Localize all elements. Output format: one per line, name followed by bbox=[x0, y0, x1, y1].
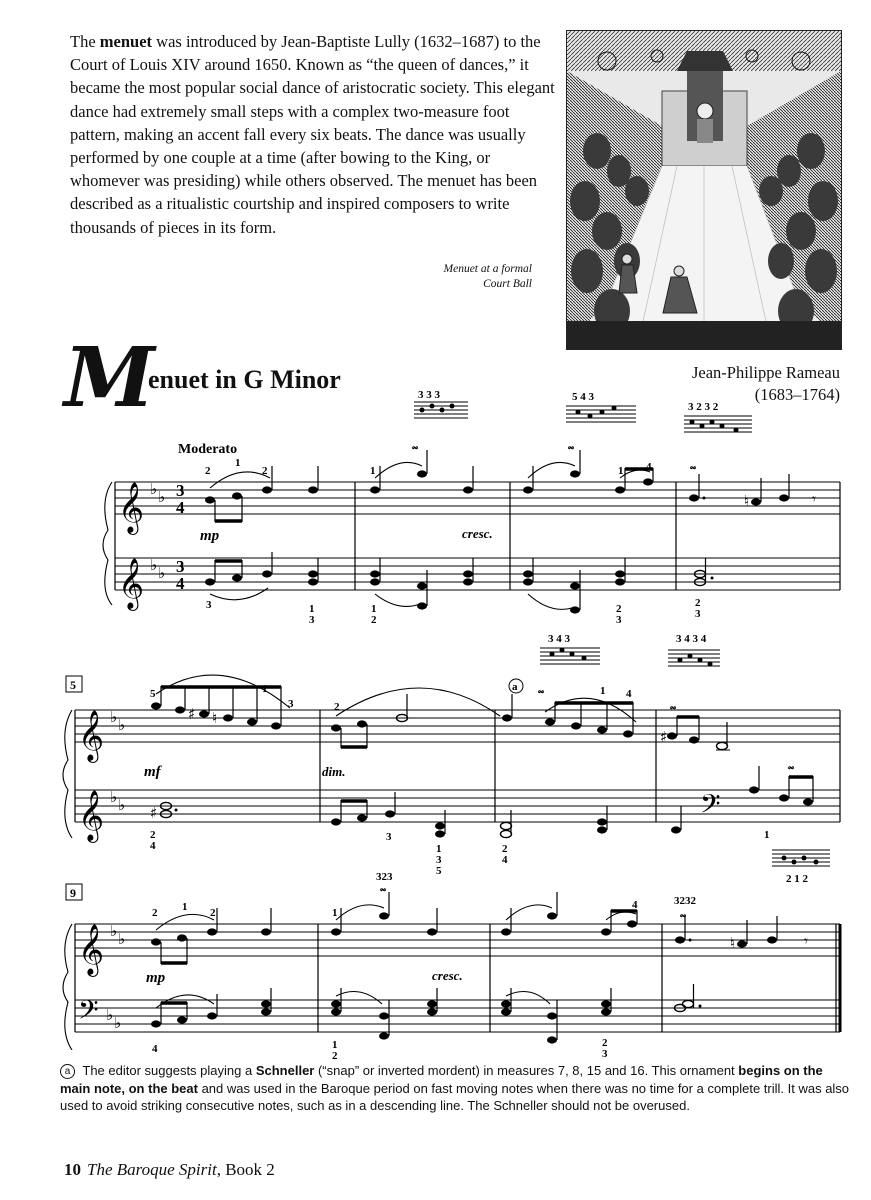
svg-text:𝄞: 𝄞 bbox=[78, 924, 105, 975]
svg-text:𝄞: 𝄞 bbox=[118, 558, 145, 609]
fingering: 3 bbox=[616, 614, 622, 626]
time-sig-bottom-bass: 4 bbox=[176, 574, 185, 593]
measure-number-5: 5 bbox=[70, 678, 76, 692]
fingering: 1 bbox=[371, 603, 377, 615]
fingering: 2 bbox=[371, 614, 377, 626]
svg-text:♯: ♯ bbox=[660, 728, 668, 746]
system-1-treble-staff bbox=[115, 482, 840, 514]
time-sig-bottom: 4 bbox=[176, 498, 185, 517]
intro-bold-term: menuet bbox=[99, 32, 153, 51]
svg-text:𝆗: 𝆗 bbox=[670, 701, 677, 713]
cresc-marking-2: cresc. bbox=[432, 968, 463, 983]
footnote-marker-a: a bbox=[512, 681, 518, 693]
ornament-inset-2 bbox=[566, 391, 636, 422]
caption-line-1: Menuet at a formal bbox=[443, 263, 532, 275]
dynamic-mf: mf bbox=[144, 764, 161, 780]
fingering: 2 bbox=[695, 597, 701, 609]
svg-text:𝄞: 𝄞 bbox=[78, 710, 105, 761]
system-1 bbox=[103, 389, 840, 626]
svg-text:𝆗: 𝆗 bbox=[380, 883, 387, 895]
ornament-inset-3 bbox=[684, 401, 752, 433]
svg-text:𝄾: 𝄾 bbox=[812, 490, 816, 508]
system-2-bass-staff bbox=[75, 790, 840, 822]
svg-text:𝄢: 𝄢 bbox=[700, 788, 721, 826]
fingering: 1 bbox=[235, 457, 241, 469]
fingering: 3 bbox=[695, 608, 701, 620]
svg-text:♭: ♭ bbox=[158, 564, 166, 582]
fingering: 2 bbox=[502, 843, 508, 855]
fingering: 4 bbox=[632, 899, 638, 911]
fingering: 2 bbox=[150, 829, 156, 841]
system-3-bass-staff bbox=[75, 1000, 840, 1032]
footnote-text-2: (“snap” or inverted mordent) in measures 7, 8, 15 and 16. This ornament bbox=[314, 1063, 739, 1078]
fingering: 2 1 2 bbox=[786, 873, 808, 885]
fingering: 4 bbox=[626, 688, 632, 700]
ornament-fingering: 323 bbox=[376, 871, 393, 883]
fingering: 1 bbox=[332, 1039, 338, 1051]
svg-text:♭: ♭ bbox=[150, 556, 158, 574]
fingering: 2 bbox=[334, 701, 340, 713]
time-sig-top-bass: 3 bbox=[176, 557, 185, 576]
composer-dates: (1683–1764) bbox=[754, 385, 840, 404]
svg-text:♭: ♭ bbox=[118, 930, 126, 948]
cresc-marking-1: cresc. bbox=[462, 526, 493, 541]
system-2 bbox=[63, 633, 840, 885]
svg-text:𝄞: 𝄞 bbox=[78, 790, 105, 841]
svg-text:𝆗: 𝆗 bbox=[788, 761, 795, 773]
title-initial: M bbox=[64, 330, 153, 426]
ornament-fingering: 3 3 3 bbox=[418, 389, 440, 401]
svg-text:𝆗: 𝆗 bbox=[690, 461, 697, 473]
fingering: 5 bbox=[436, 865, 442, 877]
fingering: 4 bbox=[150, 840, 156, 852]
time-sig-top: 3 bbox=[176, 481, 185, 500]
book-suffix: , Book 2 bbox=[216, 1160, 275, 1179]
svg-text:𝄢: 𝄢 bbox=[78, 994, 99, 1032]
fingering: 1 bbox=[309, 603, 315, 615]
fingering: 3 bbox=[602, 1048, 608, 1060]
fingering: 4 bbox=[152, 1043, 158, 1055]
fingering: 2 bbox=[205, 465, 211, 477]
ornament-inset-1 bbox=[414, 389, 468, 418]
composer-name: Jean-Philippe Rameau bbox=[691, 363, 840, 382]
ornament-inset-4 bbox=[540, 633, 600, 664]
svg-text:♮: ♮ bbox=[730, 934, 736, 952]
ornament-fingering: 3232 bbox=[674, 895, 696, 907]
ornament-fingering: 3 4 3 bbox=[548, 633, 570, 645]
editor-footnote bbox=[60, 1062, 850, 1115]
fingering: 3 bbox=[288, 698, 294, 710]
fingering: 2 bbox=[152, 907, 158, 919]
fingering: 1 bbox=[182, 901, 188, 913]
footnote-bold-2: begins on the main note, on the beat bbox=[60, 1063, 823, 1096]
fingering: 2 bbox=[602, 1037, 608, 1049]
svg-text:♭: ♭ bbox=[114, 1014, 122, 1032]
system-3-treble-staff bbox=[75, 924, 840, 956]
svg-text:♭: ♭ bbox=[106, 1006, 114, 1024]
fingering: 2 bbox=[332, 1050, 338, 1060]
footnote-text-3: and was used in the Baroque period on fast moving notes when there was no time for a complete trill. It was also used to avoid striking consecutive notes, such as in a descending line. The Schneller should not be overused. bbox=[60, 1080, 850, 1114]
svg-text:𝄞: 𝄞 bbox=[118, 482, 145, 533]
svg-text:𝆗: 𝆗 bbox=[538, 685, 545, 697]
tempo-marking: Moderato bbox=[178, 442, 238, 457]
footnote-text-1: The editor suggests playing a bbox=[79, 1063, 256, 1078]
svg-text:♭: ♭ bbox=[158, 488, 166, 506]
fingering: 1 bbox=[262, 683, 268, 695]
fingering: 1 bbox=[332, 907, 338, 919]
svg-text:♭: ♭ bbox=[110, 788, 118, 806]
title-rest: enuet in G Minor bbox=[148, 365, 341, 394]
fingering: 4 bbox=[502, 854, 508, 866]
fingering: 1 bbox=[370, 465, 376, 477]
svg-text:♭: ♭ bbox=[110, 922, 118, 940]
svg-text:𝄾: 𝄾 bbox=[804, 932, 808, 950]
system-1-bass-staff bbox=[115, 558, 840, 590]
svg-text:♯: ♯ bbox=[188, 705, 196, 723]
svg-text:♮: ♮ bbox=[744, 492, 750, 510]
svg-text:♯: ♯ bbox=[150, 804, 158, 822]
svg-text:𝆗: 𝆗 bbox=[412, 441, 419, 453]
intro-text-body: was introduced by Jean-Baptiste Lully (1632–1687) to the Court of Louis XIV around 1650. Known as “the queen of dances,” it became the most popular social dance of aristocratic society. This elegant dance had extremely small steps with a complex two-measure foot pattern, making an accent fall every six beats. The dance was usually performed by one couple at a time (after bowing to the King, or whomever was presiding) while others observed. The menuet has been described as a ritualistic courtship and inspired composers to write thousands of pieces in its form. bbox=[70, 32, 555, 237]
ornament-fingering: 3 4 3 4 bbox=[676, 633, 707, 645]
book-title: The Baroque Spirit bbox=[87, 1160, 217, 1179]
dim-marking: dim. bbox=[322, 764, 346, 779]
fingering: 1 bbox=[618, 465, 624, 477]
fingering: 3 bbox=[309, 614, 315, 626]
fingering: 3 bbox=[206, 599, 212, 611]
fingering: 5 bbox=[150, 688, 156, 700]
intro-text-start: The bbox=[70, 32, 100, 51]
page-footer bbox=[64, 1160, 275, 1180]
fingering: 1 bbox=[436, 843, 442, 855]
svg-text:♭: ♭ bbox=[110, 708, 118, 726]
measure-number-9: 9 bbox=[70, 886, 76, 900]
dynamic-mp-2: mp bbox=[146, 970, 166, 986]
fingering: 4 bbox=[646, 461, 652, 473]
fingering: 2 bbox=[616, 603, 622, 615]
svg-text:𝆗: 𝆗 bbox=[568, 441, 575, 453]
footnote-bold-1: Schneller bbox=[255, 1063, 315, 1078]
svg-text:♮: ♮ bbox=[212, 709, 218, 727]
ornament-inset-6 bbox=[772, 850, 830, 866]
svg-text:𝆗: 𝆗 bbox=[680, 909, 687, 921]
footnote-circle-marker: a bbox=[60, 1064, 75, 1079]
dynamic-mp-1: mp bbox=[200, 528, 220, 544]
page-number: 10 bbox=[64, 1160, 81, 1179]
ornament-fingering: 5 4 3 bbox=[572, 391, 594, 403]
fingering: 2 bbox=[210, 907, 216, 919]
system-3 bbox=[63, 871, 840, 1060]
ornament-inset-5 bbox=[668, 633, 720, 667]
fingering: 2 bbox=[262, 465, 268, 477]
svg-text:♭: ♭ bbox=[118, 796, 126, 814]
fingering: 1 bbox=[600, 685, 606, 697]
svg-text:♭: ♭ bbox=[150, 480, 158, 498]
svg-text:♭: ♭ bbox=[118, 716, 126, 734]
caption-line-2: Court Ball bbox=[483, 278, 532, 290]
fingering: 3 bbox=[386, 831, 392, 843]
ornament-fingering: 3 2 3 2 bbox=[688, 401, 719, 413]
fingering: 3 bbox=[436, 854, 442, 866]
fingering: 1 bbox=[764, 829, 770, 841]
